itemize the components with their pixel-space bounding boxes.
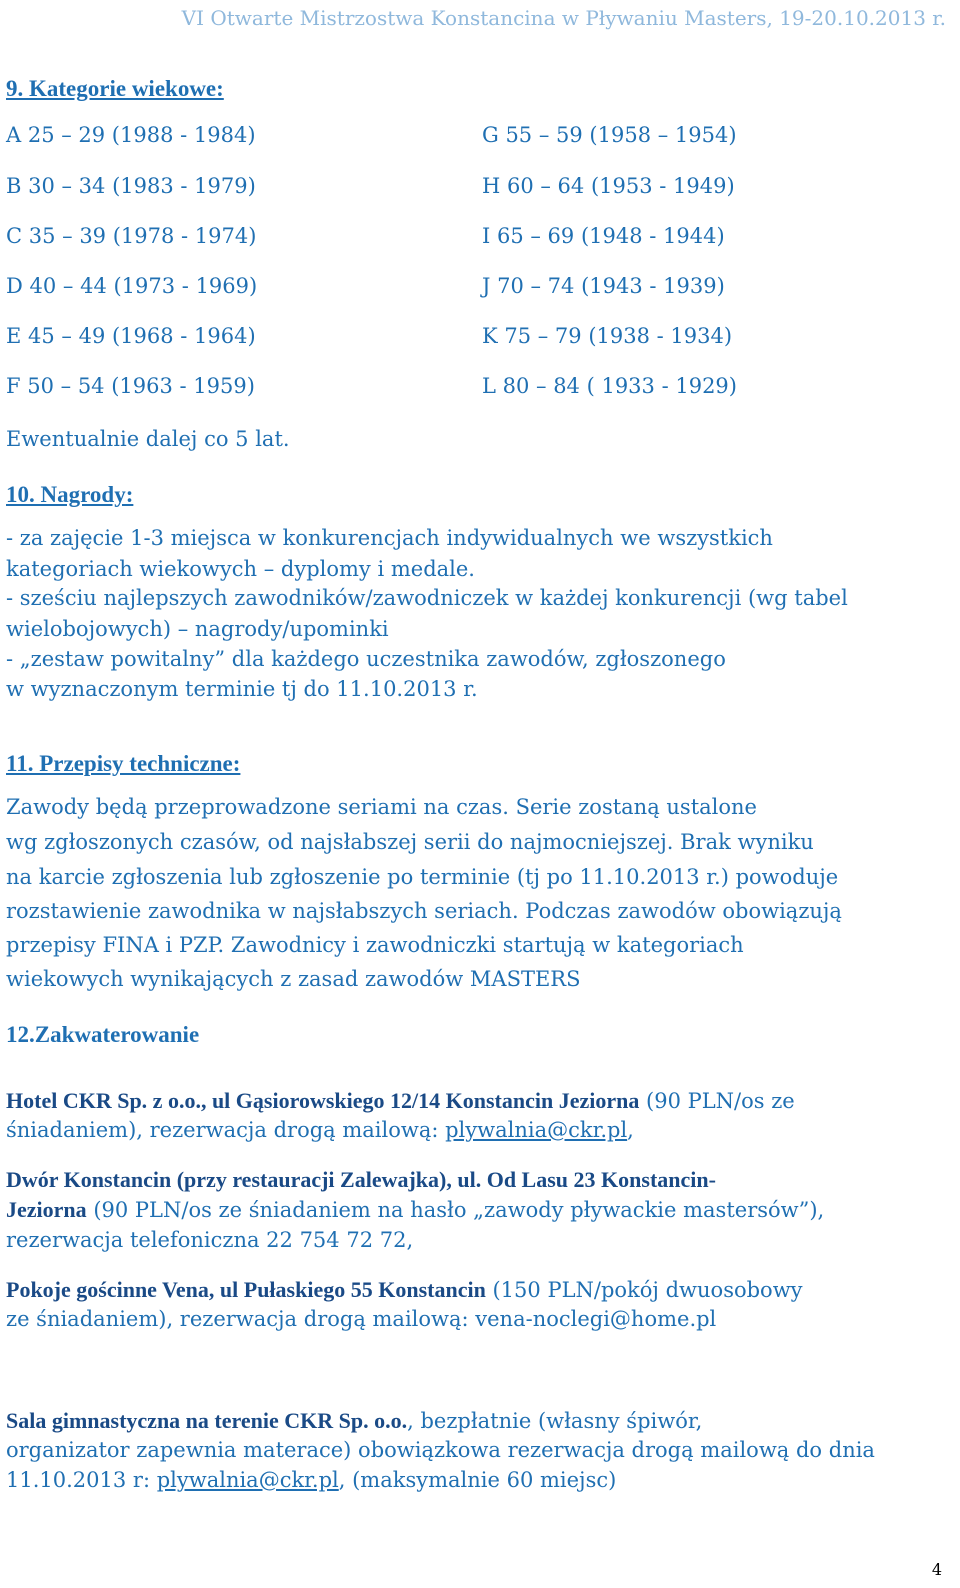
page-number: 4 xyxy=(931,1560,942,1579)
prize-line: - za zajęcie 1-3 miejsca w konkurencjach indywidualnych we wszystkich xyxy=(6,526,773,550)
age-category-j: J 70 – 74 (1943 - 1939) xyxy=(482,274,725,298)
rules-line: rozstawienie zawodnika w najsłabszych seriach. Podczas zawodów obowiązują xyxy=(6,899,842,923)
section-10-title: 10. Nagrody: xyxy=(6,482,134,507)
age-category-l: L 80 – 84 ( 1933 - 1929) xyxy=(482,374,737,398)
gym-note: , bezpłatnie (własny śpiwór, xyxy=(407,1409,703,1433)
section-9-title: 9. Kategorie wiekowe: xyxy=(6,76,224,101)
age-category-h: H 60 – 64 (1953 - 1949) xyxy=(482,174,735,198)
section-11-title: 11. Przepisy techniczne: xyxy=(6,751,241,776)
age-category-e: E 45 – 49 (1968 - 1964) xyxy=(6,324,256,348)
hotel-ckr-price: (90 PLN/os ze xyxy=(639,1089,795,1113)
age-category-f: F 50 – 54 (1963 - 1959) xyxy=(6,374,255,398)
gym-name: Sala gimnastyczna na terenie CKR Sp. o.o. xyxy=(6,1408,408,1433)
hotel-dwor-price: (90 PLN/os ze śniadaniem na hasło „zawody pływackie mastersów”), xyxy=(86,1198,825,1222)
rules-line: przepisy FINA i PZP. Zawodnicy i zawodniczki startują w kategoriach xyxy=(6,933,744,957)
hotel-dwor-line-2 xyxy=(6,1197,824,1223)
prize-line: w wyznaczonym terminie tj do 11.10.2013 r. xyxy=(6,677,478,701)
age-category-a: A 25 – 29 (1988 - 1984) xyxy=(6,123,256,147)
hotel-dwor-line-1 xyxy=(6,1167,716,1193)
prize-line: kategoriach wiekowych – dyplomy i medale. xyxy=(6,557,475,581)
rules-line: wiekowych wynikających z zasad zawodów MASTERS xyxy=(6,967,581,991)
gym-email-link[interactable]: plywalnia@ckr.pl xyxy=(156,1468,339,1492)
age-category-b: B 30 – 34 (1983 - 1979) xyxy=(6,174,256,198)
gym-line-1 xyxy=(6,1408,702,1434)
hotel-vena-booking: ze śniadaniem), rezerwacja drogą mailową: vena-noclegi@home.pl xyxy=(6,1307,717,1331)
hotel-ckr-booking: śniadaniem), rezerwacja drogą mailową: xyxy=(6,1118,446,1142)
hotel-dwor-booking: rezerwacja telefoniczna 22 754 72 72, xyxy=(6,1228,414,1252)
rules-line: na karcie zgłoszenia lub zgłoszenie po terminie (tj po 11.10.2013 r.) powoduje xyxy=(6,865,839,889)
age-category-d: D 40 – 44 (1973 - 1969) xyxy=(6,274,258,298)
age-category-c: C 35 – 39 (1978 - 1974) xyxy=(6,224,257,248)
hotel-vena-price: (150 PLN/pokój dwuosobowy xyxy=(485,1278,803,1302)
hotel-ckr-tail: , xyxy=(627,1118,634,1142)
age-category-i: I 65 – 69 (1948 - 1944) xyxy=(482,224,725,248)
page-header: VI Otwarte Mistrzostwa Konstancina w Pływaniu Masters, 19-20.10.2013 r. xyxy=(181,6,946,30)
age-category-g: G 55 – 59 (1958 – 1954) xyxy=(482,123,737,147)
age-category-note: Ewentualnie dalej co 5 lat. xyxy=(6,427,290,451)
hotel-ckr-name: Hotel CKR Sp. z o.o., ul Gąsiorowskiego 12/14 Konstancin Jeziorna xyxy=(6,1088,640,1113)
prize-line: - „zestaw powitalny” dla każdego uczestnika zawodów, zgłoszonego xyxy=(6,647,726,671)
section-12-title: 12.Zakwaterowanie xyxy=(6,1022,200,1047)
hotel-vena-name: Pokoje gościnne Vena, ul Pułaskiego 55 Konstancin xyxy=(6,1277,486,1302)
gym-line-3 xyxy=(6,1468,616,1492)
prize-line: - sześciu najlepszych zawodników/zawodniczek w każdej konkurencji (wg tabel xyxy=(6,586,848,610)
gym-line-2: organizator zapewnia materace) obowiązkowa rezerwacja drogą mailową do dnia xyxy=(6,1438,875,1462)
hotel-ckr-line-1 xyxy=(6,1088,795,1114)
rules-line: wg zgłoszonych czasów, od najsłabszej serii do najmocniejszej. Brak wyniku xyxy=(6,830,814,854)
rules-line: Zawody będą przeprowadzone seriami na czas. Serie zostaną ustalone xyxy=(6,795,757,819)
hotel-dwor-name: Dwór Konstancin (przy restauracji Zalewajka), ul. Od Lasu 23 Konstancin- xyxy=(6,1167,716,1192)
hotel-ckr-email-link[interactable]: plywalnia@ckr.pl xyxy=(445,1118,628,1142)
gym-date: 11.10.2013 r: xyxy=(6,1468,157,1492)
gym-capacity: , (maksymalnie 60 miejsc) xyxy=(338,1468,617,1492)
hotel-ckr-line-2 xyxy=(6,1118,634,1142)
hotel-vena-line-1 xyxy=(6,1277,803,1303)
age-category-k: K 75 – 79 (1938 - 1934) xyxy=(482,324,733,348)
hotel-dwor-name-cont: Jeziorna xyxy=(6,1197,87,1222)
prize-line: wielobojowych) – nagrody/upominki xyxy=(6,617,389,641)
